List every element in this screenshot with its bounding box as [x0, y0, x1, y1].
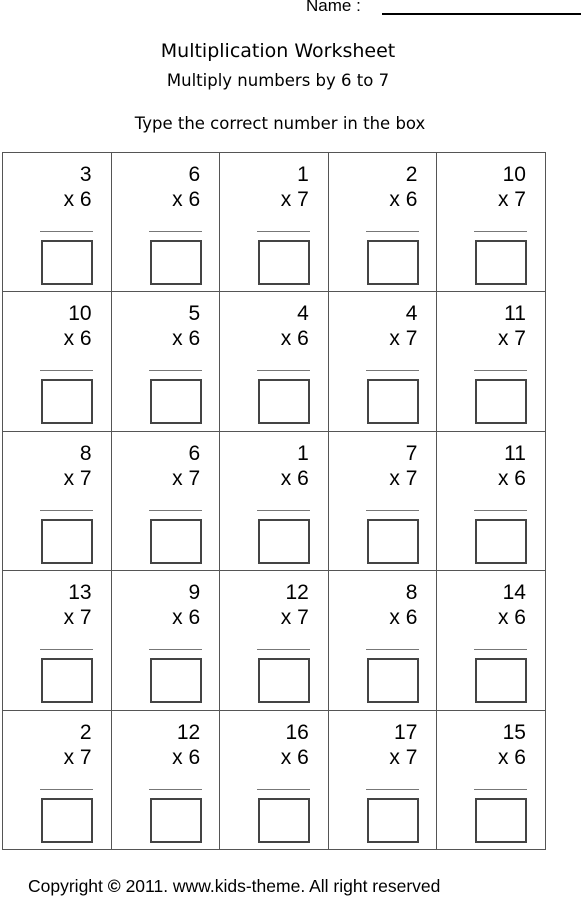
problem-multiplier [64, 467, 92, 491]
problem-cell [112, 432, 221, 571]
problem-cell [112, 571, 221, 710]
problem-number: 6 [188, 163, 201, 186]
answer-input[interactable] [258, 658, 310, 703]
multiplier-value: 7 [405, 466, 418, 490]
problem-number: 8 [79, 441, 92, 465]
problem-number: 1 [297, 163, 309, 186]
answer-input[interactable] [258, 240, 310, 285]
problem-cell [437, 711, 546, 850]
answer-input[interactable] [41, 379, 93, 424]
multiply-operator: x [389, 188, 400, 211]
answer-rule [474, 231, 527, 232]
problem-cell [437, 432, 546, 571]
multiplier-value: 7 [79, 466, 92, 490]
problem-cell [329, 571, 438, 710]
multiply-operator: x [63, 606, 75, 630]
answer-rule [474, 510, 527, 511]
answer-input[interactable] [150, 240, 202, 285]
answer-rule [149, 370, 202, 371]
answer-input[interactable] [41, 240, 93, 285]
problem-multiplier [389, 327, 417, 351]
multiplier-value: 7 [297, 188, 309, 211]
answer-rule [149, 649, 202, 650]
instructions-text: Type the correct number in the box [134, 114, 426, 133]
answer-input[interactable] [150, 519, 202, 564]
multiplier-value: 6 [188, 327, 201, 351]
copyright-icon: © [107, 876, 121, 896]
multiply-operator: x [280, 188, 292, 211]
answer-input[interactable] [367, 658, 419, 703]
multiplier-value: 6 [514, 606, 526, 630]
answer-input[interactable] [475, 658, 527, 703]
problem-multiplier [498, 746, 526, 770]
multiply-operator: x [172, 466, 183, 490]
multiply-operator: x [63, 466, 75, 490]
problem-cell [329, 153, 438, 292]
problem-cell [112, 292, 221, 431]
copyright-text: 2011. www.kids-theme. All right reserved [125, 876, 441, 896]
problem-multiplier [389, 606, 417, 630]
problem-number: 2 [79, 720, 92, 744]
problem-cell [220, 292, 329, 431]
answer-rule [257, 649, 310, 650]
problem-grid [2, 152, 546, 850]
problem-cell [3, 153, 112, 292]
answer-input[interactable] [258, 379, 310, 424]
answer-input[interactable] [367, 240, 419, 285]
multiply-operator: x [172, 745, 183, 769]
answer-rule [149, 231, 202, 232]
problem-multiplier [281, 188, 309, 212]
multiply-operator: x [497, 327, 509, 351]
answer-input[interactable] [475, 240, 527, 285]
problem-number: 12 [176, 720, 201, 744]
problem-number: 2 [405, 163, 418, 186]
multiply-operator: x [497, 745, 509, 769]
problem-number: 17 [394, 720, 418, 744]
multiplier-value: 6 [514, 745, 526, 769]
answer-input[interactable] [150, 379, 202, 424]
problem-cell [112, 711, 221, 850]
multiply-operator: x [280, 745, 292, 769]
problem-multiplier [172, 606, 200, 630]
problem-multiplier [498, 188, 526, 212]
multiplier-value: 6 [405, 606, 418, 630]
problem-multiplier [172, 467, 200, 491]
multiplier-value: 7 [514, 327, 526, 351]
multiply-operator: x [389, 745, 400, 769]
problem-multiplier [172, 188, 200, 212]
problem-number: 4 [297, 302, 309, 326]
problem-cell [329, 432, 438, 571]
problem-multiplier [281, 327, 309, 351]
multiplier-value: 6 [405, 188, 418, 211]
answer-input[interactable] [258, 798, 310, 843]
multiply-operator: x [497, 466, 509, 490]
problem-multiplier [281, 746, 309, 770]
answer-rule [40, 370, 93, 371]
problem-number: 11 [504, 441, 526, 465]
problem-multiplier [389, 188, 417, 212]
multiply-operator: x [389, 327, 400, 351]
problem-multiplier [172, 746, 200, 770]
multiply-operator: x [389, 606, 400, 630]
problem-cell [437, 292, 546, 431]
multiply-operator: x [280, 606, 292, 630]
answer-rule [40, 231, 93, 232]
problem-multiplier [64, 327, 92, 351]
answer-rule [474, 370, 527, 371]
problem-number: 9 [188, 581, 201, 605]
answer-rule [257, 789, 310, 790]
problem-cell [220, 571, 329, 710]
problem-number: 16 [285, 720, 309, 744]
answer-rule [257, 510, 310, 511]
problem-multiplier [64, 188, 92, 212]
problem-multiplier [172, 327, 200, 351]
multiplier-value: 7 [188, 466, 201, 490]
answer-rule [40, 510, 93, 511]
multiplier-value: 7 [405, 327, 418, 351]
answer-input[interactable] [367, 379, 419, 424]
problem-cell [220, 432, 329, 571]
problem-cell [3, 432, 112, 571]
multiply-operator: x [497, 606, 509, 630]
multiplier-value: 7 [297, 606, 309, 630]
answer-rule [366, 370, 419, 371]
multiply-operator: x [497, 188, 509, 211]
multiply-operator: x [172, 327, 183, 351]
problem-number: 4 [405, 302, 418, 326]
multiplier-value: 6 [297, 745, 309, 769]
problem-multiplier [64, 746, 92, 770]
answer-input[interactable] [367, 519, 419, 564]
multiply-operator: x [63, 188, 75, 211]
worksheet-title: Multiplication Worksheet [160, 40, 396, 62]
problem-number: 14 [502, 581, 526, 605]
problem-cell [329, 292, 438, 431]
multiplier-value: 6 [188, 606, 201, 630]
problem-number: 12 [285, 581, 309, 605]
answer-rule [40, 789, 93, 790]
answer-input[interactable] [475, 519, 527, 564]
answer-rule [474, 649, 527, 650]
problem-number: 6 [188, 441, 201, 465]
problem-cell [437, 571, 546, 710]
answer-rule [474, 789, 527, 790]
problem-multiplier [498, 327, 526, 351]
problem-multiplier [389, 746, 417, 770]
multiplier-value: 6 [188, 745, 201, 769]
name-blank-line [382, 13, 581, 15]
problem-cell [329, 711, 438, 850]
problem-number: 10 [502, 163, 526, 186]
problem-number: 13 [68, 581, 92, 605]
multiply-operator: x [172, 188, 183, 211]
problem-multiplier [281, 467, 309, 491]
multiplier-value: 6 [297, 327, 309, 351]
problem-number: 10 [68, 302, 92, 326]
multiply-operator: x [280, 466, 292, 490]
answer-rule [366, 649, 419, 650]
answer-rule [40, 649, 93, 650]
multiply-operator: x [63, 745, 75, 769]
problem-multiplier [389, 467, 417, 491]
answer-input[interactable] [475, 798, 527, 843]
answer-input[interactable] [41, 519, 93, 564]
problem-number: 8 [405, 581, 418, 605]
problem-cell [220, 711, 329, 850]
copyright-footer [28, 876, 440, 897]
problem-cell [220, 153, 329, 292]
problem-number: 15 [502, 720, 526, 744]
multiplier-value: 7 [79, 745, 92, 769]
problem-number: 7 [405, 441, 418, 465]
problem-number: 11 [504, 302, 526, 326]
multiplier-value: 7 [405, 745, 418, 769]
multiply-operator: x [63, 327, 75, 351]
multiplier-value: 7 [79, 606, 92, 630]
worksheet-subtitle: Multiply numbers by 6 to 7 [166, 71, 390, 90]
answer-rule [257, 370, 310, 371]
multiplier-value: 6 [514, 466, 526, 490]
problem-multiplier [498, 467, 526, 491]
problem-cell [3, 711, 112, 850]
multiplier-value: 6 [188, 188, 201, 211]
problem-number: 5 [188, 302, 201, 326]
answer-input[interactable] [367, 798, 419, 843]
problem-cell [3, 292, 112, 431]
answer-rule [366, 231, 419, 232]
multiplier-value: 6 [79, 188, 92, 211]
answer-rule [366, 789, 419, 790]
multiply-operator: x [280, 327, 292, 351]
name-label: Name : [306, 0, 361, 15]
problem-number: 3 [79, 163, 92, 186]
problem-number: 1 [297, 441, 309, 465]
answer-input[interactable] [41, 658, 93, 703]
problem-cell [112, 153, 221, 292]
problem-cell [3, 571, 112, 710]
problem-multiplier [498, 606, 526, 630]
multiplier-value: 6 [79, 327, 92, 351]
multiply-operator: x [389, 466, 400, 490]
answer-rule [149, 789, 202, 790]
problem-multiplier [64, 606, 92, 630]
answer-input[interactable] [150, 798, 202, 843]
multiplier-value: 7 [514, 188, 526, 211]
answer-input[interactable] [150, 658, 202, 703]
answer-rule [366, 510, 419, 511]
answer-rule [149, 510, 202, 511]
multiplier-value: 6 [297, 466, 309, 490]
answer-input[interactable] [258, 519, 310, 564]
answer-rule [257, 231, 310, 232]
answer-input[interactable] [41, 798, 93, 843]
multiply-operator: x [172, 606, 183, 630]
problem-multiplier [281, 606, 309, 630]
problem-cell [437, 153, 546, 292]
answer-input[interactable] [475, 379, 527, 424]
copyright-label: Copyright [28, 876, 103, 896]
